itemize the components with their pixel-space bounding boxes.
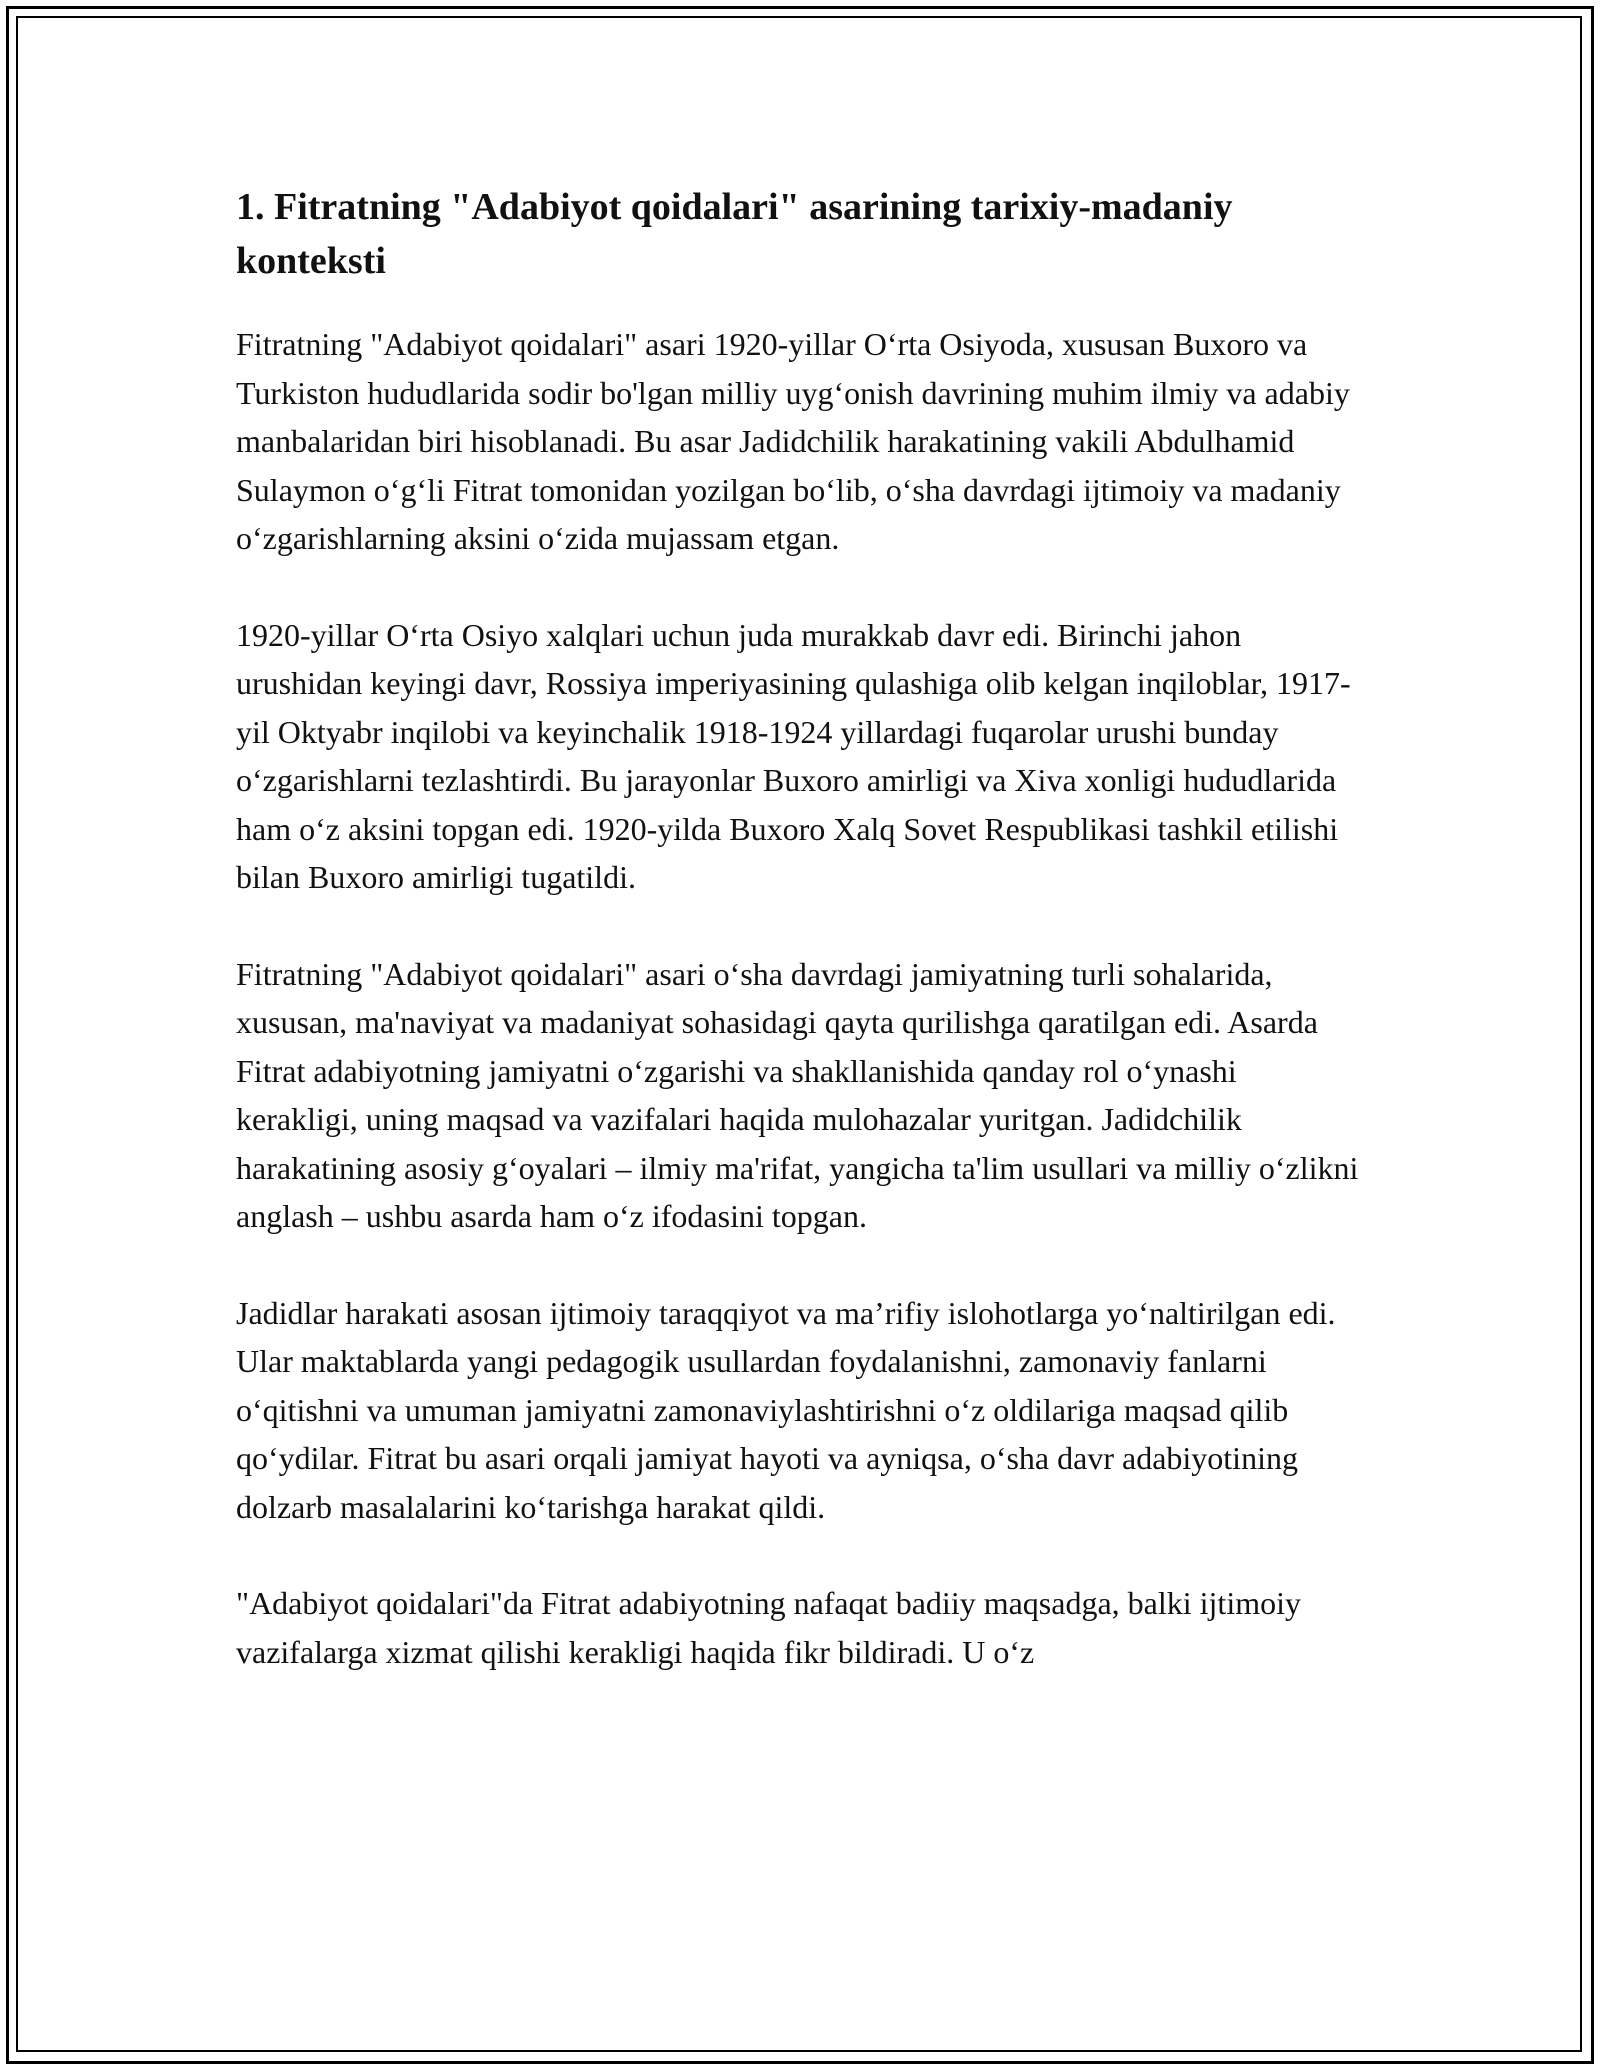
section-heading: 1. Fitratning "Adabiyot qoidalari" asarining tarixiy-madaniy konteksti <box>236 186 1233 282</box>
document-body <box>236 180 1366 1724</box>
paragraph-5: "Adabiyot qoidalari"da Fitrat adabiyotning nafaqat badiiy maqsadga, balki ijtimoiy vazifalarga xizmat qilishi kerakligi haqida fikr bildiradi. U o‘z <box>236 1585 1301 1670</box>
paragraph-2: 1920-yillar O‘rta Osiyo xalqlari uchun juda murakkab davr edi. Birinchi jahon urushidan keyingi davr, Rossiya imperiyasining qulashiga olib kelgan inqiloblar, 1917-yil Oktyabr inqilobi va keyinchalik 1918-1924 yillardagi fuqarolar urushi bunday o‘zgarishlarni tezlashtirdi. Bu jarayonlar Buxoro amirligi va Xiva xonligi hududlarida ham o‘z aksini topgan edi. 1920-yilda Buxoro Xalq Sovet Respublikasi tashkil etilishi bilan Buxoro amirligi tugatildi. <box>236 616 1351 895</box>
paragraph-1: Fitratning "Adabiyot qoidalari" asari 1920-yillar O‘rta Osiyoda, xususan Buxoro va Turkiston hududlarida sodir bo'lgan milliy uyg‘onish davrining muhim ilmiy va adabiy manbalaridan biri hisoblanadi. Bu asar Jadidchilik harakatining vakili Abdulhamid Sulaymon o‘g‘li Fitrat tomonidan yozilgan bo‘lib, o‘sha davrdagi ijtimoiy va madaniy o‘zgarishlarning aksini o‘zida mujassam etgan. <box>236 326 1350 556</box>
paragraph-3: Fitratning "Adabiyot qoidalari" asari o‘sha davrdagi jamiyatning turli sohalarida, xususan, ma'naviyat va madaniyat sohasidagi qayta qurilishga qaratilgan edi. Asarda Fitrat adabiyotning jamiyatni o‘zgarishi va shakllanishida qanday rol o‘ynashi kerakligi, uning maqsad va vazifalari haqida mulohazalar yuritgan. Jadidchilik harakatining asosiy g‘oyalari – ilmiy ma'rifat, yangicha ta'lim usullari va milliy o‘zlikni anglash – ushbu asarda ham o‘z ifodasini topgan. <box>236 955 1359 1234</box>
paragraph-4: Jadidlar harakati asosan ijtimoiy taraqqiyot va ma’rifiy islohotlarga yo‘naltirilgan edi. Ular maktablarda yangi pedagogik usullardan foydalanishni, zamonaviy fanlarni o‘qitishni va umuman jamiyatni zamonaviylashtirishni o‘z oldilariga maqsad qilib qo‘ydilar. Fitrat bu asari orqali jamiyat hayoti va ayniqsa, o‘sha davr adabiyotining dolzarb masalalarini ko‘tarishga harakat qildi. <box>236 1294 1336 1525</box>
